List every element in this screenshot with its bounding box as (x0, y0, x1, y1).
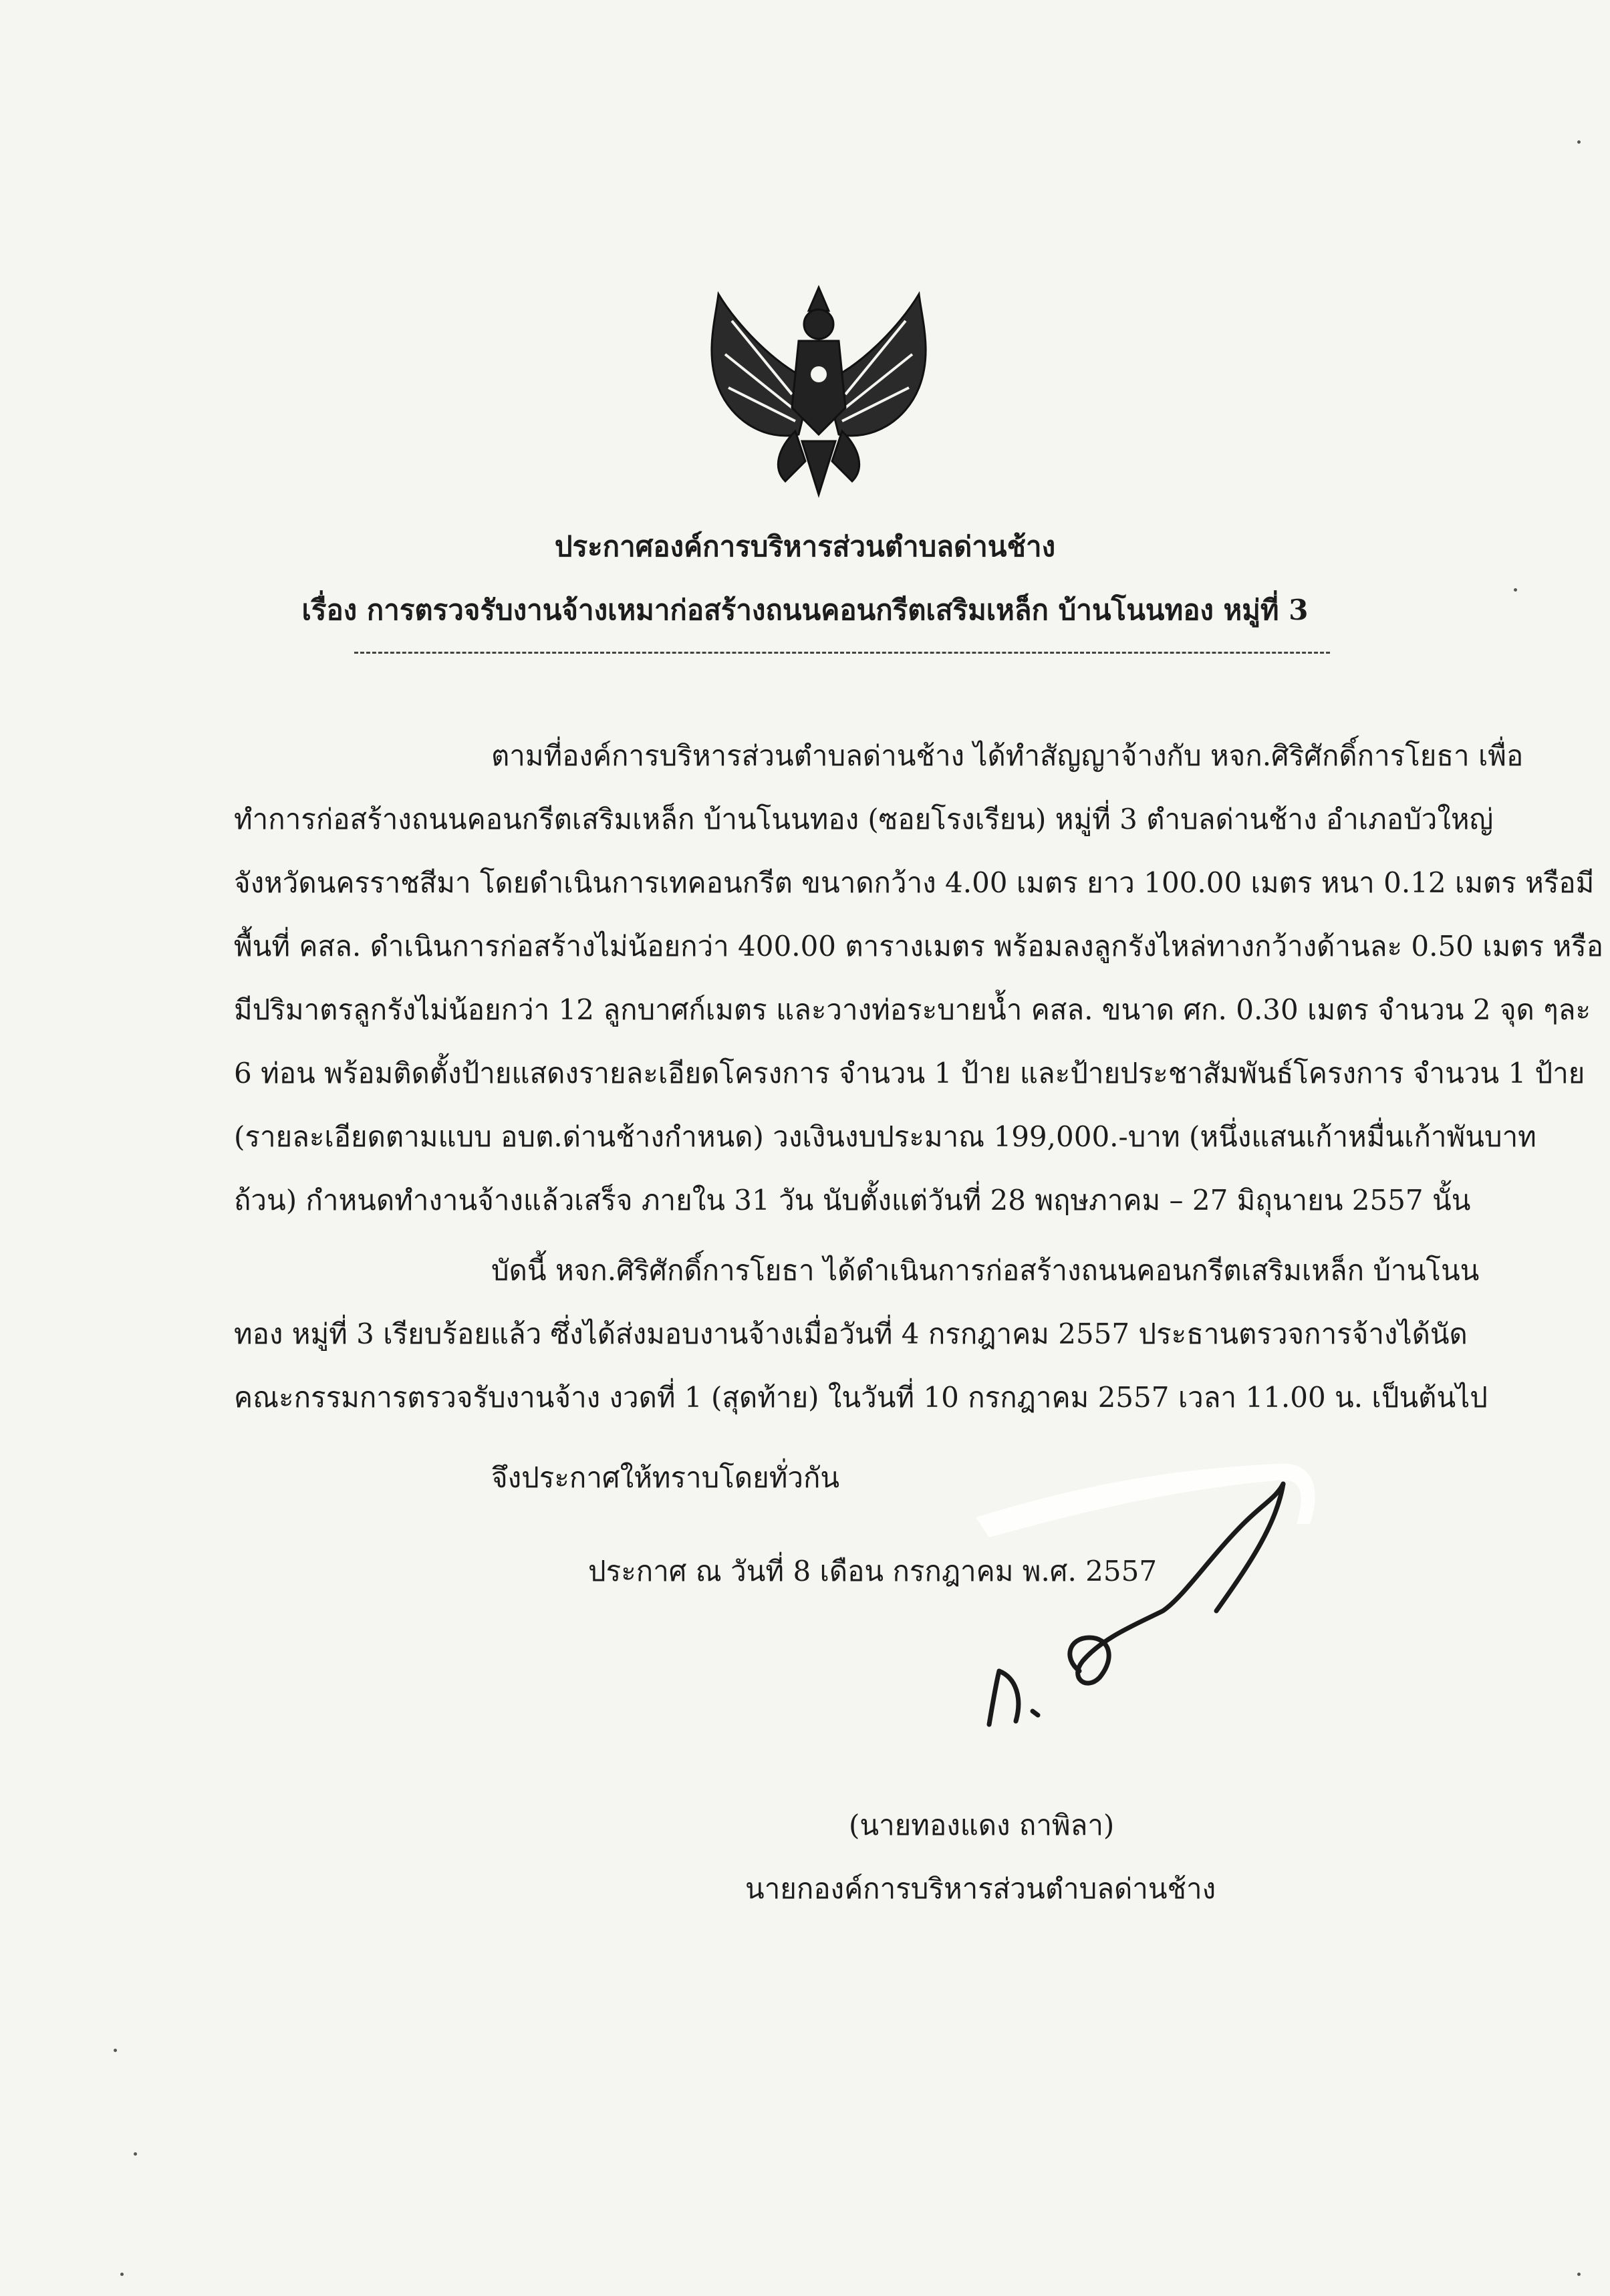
signer-name: (นายทองแดง ถาพิลา) (849, 1809, 1115, 1841)
announcement-title: ประกาศองค์การบริหารส่วนตำบลด่านช้าง (554, 530, 1056, 563)
paragraph-1-line-7: (รายละเอียดตามแบบ อบต.ด่านช้างกำหนด) วงเงินงบประมาณ 199,000.-บาท (หนึ่งแสนเก้าหมื่นเก้าพันบาท (234, 1120, 1536, 1153)
closing-statement: จึงประกาศให้ทราบโดยทั่วกัน (491, 1461, 840, 1494)
signer-position: นายกองค์การบริหารส่วนตำบลด่านช้าง (745, 1872, 1216, 1905)
paragraph-2-line-1: บัดนี้ หจก.ศิริศักดิ์การโยธา ได้ดำเนินการก่อสร้างถนนคอนกรีตเสริมเหล็ก บ้านโนน (491, 1254, 1480, 1287)
announcement-date: ประกาศ ณ วันที่ 8 เดือน กรกฎาคม พ.ศ. 2557 (588, 1555, 1158, 1587)
scan-speck (1577, 140, 1581, 144)
paragraph-1-line-5: มีปริมาตรลูกรังไม่น้อยกว่า 12 ลูกบาศก์เมตร และวางท่อระบายน้ำ คสล. ขนาด ศก. 0.30 เมตร จำนวน 2 จุด ๆละ (234, 993, 1591, 1026)
scan-speck (1514, 588, 1517, 592)
separator-line (354, 652, 1330, 654)
scan-speck (114, 2049, 117, 2052)
paragraph-1-line-4: พื้นที่ คสล. ดำเนินการก่อสร้างไม่น้อยกว่า 400.00 ตารางเมตร พร้อมลงลูกรังไหล่ทางกว้างด้านละ 0.50 เมตร หรือ (234, 930, 1603, 963)
paragraph-2-line-2: ทอง หมู่ที่ 3 เรียบร้อยแล้ว ซึ่งได้ส่งมอบงานจ้างเมื่อวันที่ 4 กรกฎาคม 2557 ประธานตรวจการจ้างได้นัด (234, 1317, 1468, 1350)
paragraph-2-line-3: คณะกรรมการตรวจรับงานจ้าง งวดที่ 1 (สุดท้าย) ในวันที่ 10 กรกฎาคม 2557 เวลา 11.00 น. เป็นต้นไป (234, 1381, 1488, 1414)
paragraph-1-line-6: 6 ท่อน พร้อมติดตั้งป้ายแสดงรายละเอียดโครงการ จำนวน 1 ป้าย และป้ายประชาสัมพันธ์โครงการ จำนวน 1 ป้าย (234, 1057, 1585, 1090)
scan-speck (120, 2273, 124, 2276)
paragraph-1-line-8: ถ้วน) กำหนดทำงานจ้างแล้วเสร็จ ภายใน 31 วัน นับตั้งแต่วันที่ 28 พฤษภาคม – 27 มิถุนายน 2557 นั้น (234, 1184, 1471, 1217)
paragraph-1-line-2: ทำการก่อสร้างถนนคอนกรีตเสริมเหล็ก บ้านโนนทอง (ซอยโรงเรียน) หมู่ที่ 3 ตำบลด่านช้าง อำเภอบัวใหญ่ (234, 803, 1494, 836)
paragraph-1-line-1: ตามที่องค์การบริหารส่วนตำบลด่านช้าง ได้ทำสัญญาจ้างกับ หจก.ศิริศักดิ์การโยธา เพื่อ (491, 739, 1524, 772)
garuda-emblem-icon (678, 281, 959, 508)
paragraph-1-line-3: จังหวัดนครราชสีมา โดยดำเนินการเทคอนกรีต ขนาดกว้าง 4.00 เมตร ยาว 100.00 เมตร หนา 0.12 เมตร หรือมี (234, 866, 1595, 899)
signature-icon (962, 1457, 1357, 1765)
scan-speck (134, 2152, 137, 2156)
announcement-subject: เรื่อง การตรวจรับงานจ้างเหมาก่อสร้างถนนคอนกรีตเสริมเหล็ก บ้านโนนทอง หมู่ที่ 3 (301, 594, 1309, 626)
scan-speck (1577, 2273, 1581, 2276)
